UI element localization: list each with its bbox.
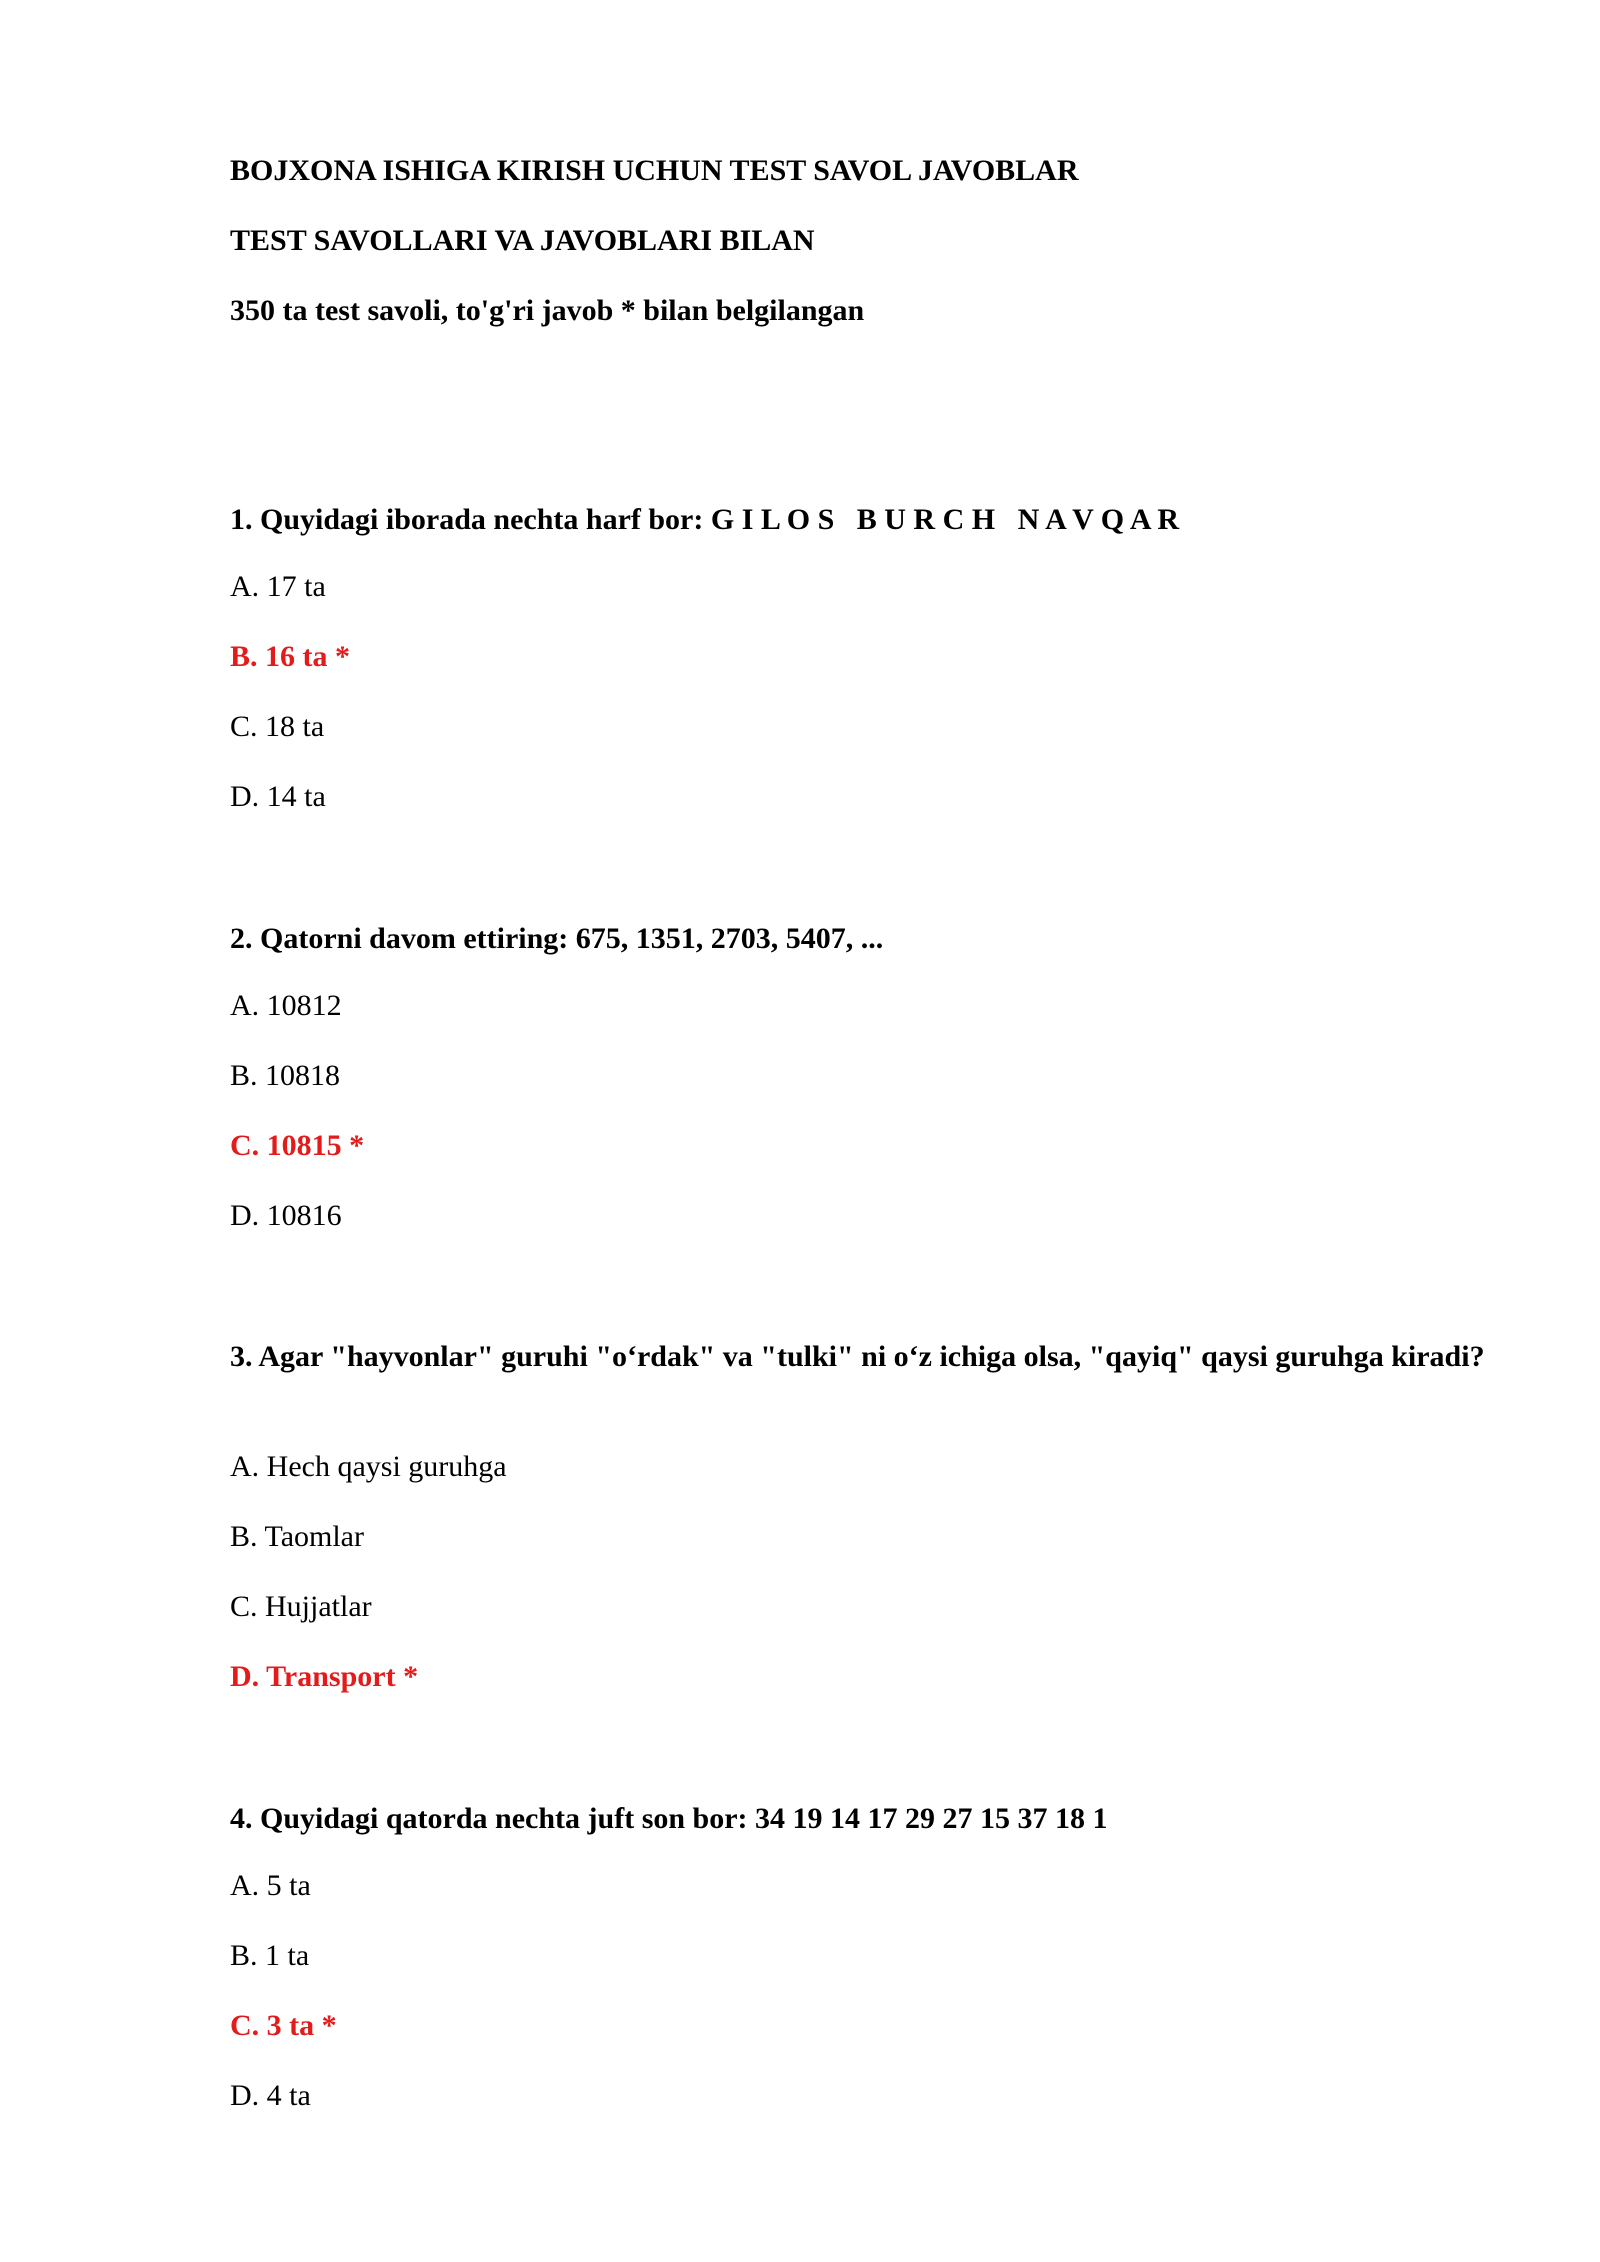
option-c: C. 18 ta (230, 710, 325, 743)
question-text: 3. Agar "hayvonlar" guruhi "o‘rdak" va "tulki" ni o‘z ichiga olsa, "qayiq" qaysi guruhga kiradi? (230, 1340, 1485, 1373)
question-2 (230, 918, 1500, 1232)
document-note: 350 ta test savoli, to'g'ri javob * bilan belgilangan (230, 294, 865, 327)
option-d: D. 14 ta (230, 780, 326, 813)
option-b: B. Taomlar (230, 1520, 364, 1553)
question-text: 2. Qatorni davom ettiring: 675, 1351, 2703, 5407, ... (230, 922, 884, 955)
option-c-correct: C. 10815 * (230, 1129, 365, 1162)
question-text: 1. Quyidagi iborada nechta harf bor: G I L O S B U R C H N A V Q A R (230, 503, 1180, 536)
option-a: A. 5 ta (230, 1869, 311, 1902)
question-1 (230, 499, 1500, 813)
document-title: BOJXONA ISHIGA KIRISH UCHUN TEST SAVOL JAVOBLAR (230, 154, 1079, 187)
option-d: D. 10816 (230, 1199, 342, 1232)
option-d: D. 4 ta (230, 2079, 311, 2112)
option-a: A. 10812 (230, 989, 342, 1022)
question-4 (230, 1798, 1500, 2112)
option-a: A. Hech qaysi guruhga (230, 1450, 507, 1483)
question-text: 4. Quyidagi qatorda nechta juft son bor: 34 19 14 17 29 27 15 37 18 1 (230, 1802, 1108, 1835)
option-b: B. 1 ta (230, 1939, 310, 1972)
option-c: C. Hujjatlar (230, 1590, 372, 1623)
option-b-correct: B. 16 ta * (230, 640, 350, 673)
option-d-correct: D. Transport * (230, 1660, 419, 1693)
document-subtitle: TEST SAVOLLARI VA JAVOBLARI BILAN (230, 224, 815, 257)
option-c-correct: C. 3 ta * (230, 2009, 337, 2042)
option-a: A. 17 ta (230, 570, 326, 603)
option-b: B. 10818 (230, 1059, 341, 1092)
question-3 (230, 1336, 1500, 1693)
